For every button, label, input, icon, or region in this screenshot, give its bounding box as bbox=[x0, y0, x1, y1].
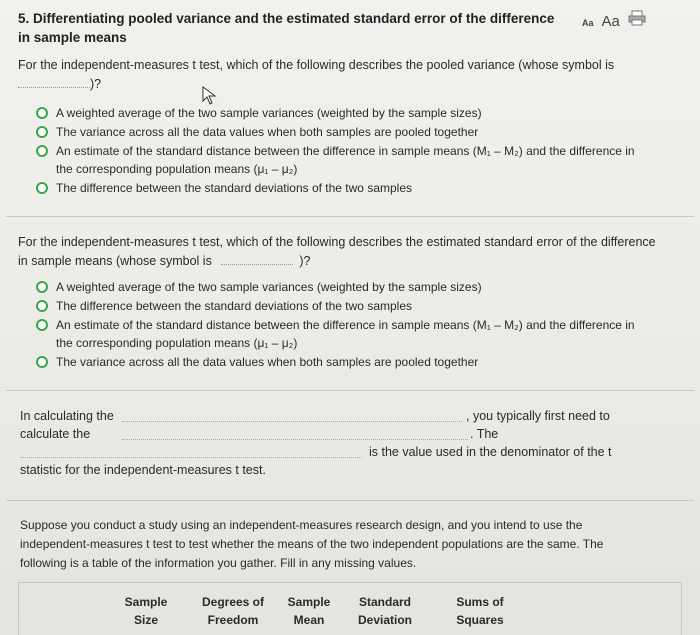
pooled-variance-option-1[interactable]: A weighted average of the two sample variances (weighted by the sample sizes) bbox=[36, 104, 666, 122]
study-description: Suppose you conduct a study using an independent-measures research design, and you intend to use the independent-measures t test to test whether the means of the two independent populations are the same. The following is a table of the information you gather. Fill in any missing values. bbox=[20, 518, 604, 570]
standard-error-option-1[interactable]: A weighted average of the two sample variances (weighted by the sample sizes) bbox=[36, 278, 666, 296]
column-header-degrees-of-freedom: Degrees of Freedom bbox=[201, 595, 265, 627]
standard-error-symbol-dropdown[interactable] bbox=[221, 253, 293, 265]
pooled-variance-options bbox=[36, 104, 666, 198]
pooled-variance-option-4[interactable]: The difference between the standard deviations of the two samples bbox=[36, 179, 666, 197]
radio-button[interactable] bbox=[36, 145, 48, 157]
standard-error-option-3[interactable] bbox=[36, 316, 666, 352]
column-header-standard-deviation: Standard Deviation bbox=[357, 595, 412, 627]
text-size-controls bbox=[582, 10, 646, 30]
denominator-label: is the value used in the denominator of the t bbox=[369, 445, 612, 459]
statistic-label: statistic for the independent-measures t test. bbox=[20, 463, 266, 477]
column-header-sample-mean: Sample Mean bbox=[287, 595, 331, 627]
mouse-pointer-icon bbox=[202, 86, 218, 106]
column-header-sample-size: Sample Size bbox=[124, 595, 168, 627]
calculation-dropdown-1[interactable] bbox=[122, 421, 462, 422]
radio-button[interactable] bbox=[36, 182, 48, 194]
section-divider bbox=[6, 500, 694, 501]
pooled-variance-symbol-dropdown[interactable] bbox=[18, 76, 90, 88]
in-calculating-label: In calculating the bbox=[20, 409, 114, 423]
pooled-variance-prompt: For the independent-measures t test, which of the following describes the pooled variance (whose symbol is )? bbox=[18, 58, 615, 91]
standard-error-option-2[interactable]: The difference between the standard deviations of the two samples bbox=[36, 297, 666, 315]
option-line: An estimate of the standard distance between the difference in sample means (M₁ – M₂) and the difference in bbox=[56, 318, 635, 332]
standard-error-option-4[interactable]: The variance across all the data values when both samples are pooled together bbox=[36, 353, 666, 371]
calculation-dropdown-2[interactable] bbox=[122, 439, 468, 440]
option-line: the corresponding population means (μ₁ – μ₂) bbox=[56, 162, 298, 176]
printer-icon[interactable] bbox=[628, 10, 646, 26]
data-table bbox=[18, 582, 682, 635]
radio-button[interactable] bbox=[36, 356, 48, 368]
pooled-variance-option-3[interactable] bbox=[36, 142, 666, 178]
option-line: An estimate of the standard distance between the difference in sample means (M₁ – M₂) and the difference in bbox=[56, 144, 635, 158]
section-divider bbox=[6, 390, 694, 391]
radio-button[interactable] bbox=[36, 107, 48, 119]
radio-button[interactable] bbox=[36, 281, 48, 293]
pooled-variance-option-2[interactable]: The variance across all the data values when both samples are pooled together bbox=[36, 123, 666, 141]
standard-error-options bbox=[36, 278, 666, 372]
radio-button[interactable] bbox=[36, 300, 48, 312]
calculate-the-label: calculate the bbox=[20, 427, 91, 441]
question-title: 5. Differentiating pooled variance and the estimated standard error of the difference in sample means bbox=[18, 11, 555, 45]
calculation-dropdown-3[interactable] bbox=[20, 457, 362, 458]
you-typically-label: , you typically first need to bbox=[466, 409, 610, 423]
radio-button[interactable] bbox=[36, 319, 48, 331]
decrease-text-size-button[interactable]: Aa bbox=[582, 18, 594, 28]
the-label: . The bbox=[470, 427, 499, 441]
option-line: the corresponding population means (μ₁ – μ₂) bbox=[56, 336, 298, 350]
section-divider bbox=[6, 216, 694, 217]
increase-text-size-button[interactable]: Aa bbox=[601, 13, 620, 30]
column-header-sums-of-squares: Sums of Squares bbox=[456, 595, 504, 627]
standard-error-prompt: For the independent-measures t test, which of the following describes the estimated standard error of the difference in sample means (whose symbol is )? bbox=[18, 235, 656, 268]
radio-button[interactable] bbox=[36, 126, 48, 138]
